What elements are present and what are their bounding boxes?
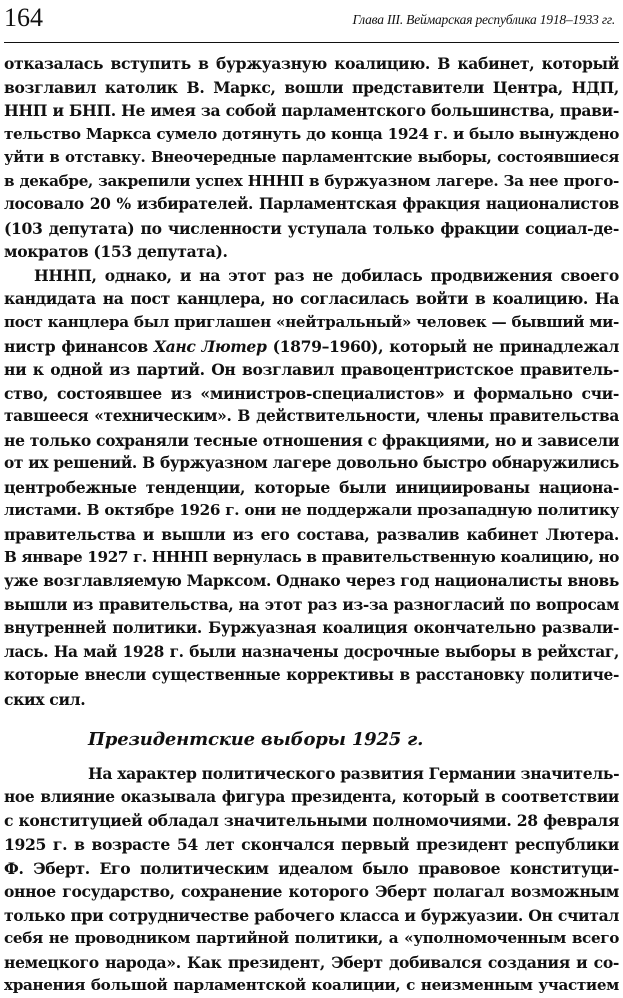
text-fragment: нистр финансов <box>4 336 154 356</box>
text-line: уйти в отставку. Внеочередные парламентские выборы, состоявшиеся <box>4 148 619 167</box>
text-line: хранения большой парламентской коалиции, с неизменным участием <box>4 976 619 995</box>
text-line: В январе 1927 г. НННП вернулась в правительственную коалицию, но <box>4 548 620 567</box>
chapter-title: Глава III. Веймарская республика 1918–1933 гг. <box>352 12 615 27</box>
text-line: ННП и БНП. Не имея за собой парламентского большинства, прави- <box>4 101 619 121</box>
text-line: онное государство, сохранение которого Эберт полагал возможным <box>4 882 619 902</box>
text-line: мократов (153 депутата). <box>4 242 228 262</box>
text-line: вышли из правительства, на этот раз из-за разногласий по вопросам <box>4 595 619 614</box>
text-line: от их решений. В буржуазном лагере довольно быстро обнаружились <box>4 454 619 473</box>
text-line: только при сотрудничестве рабочего класса и буржуазии. Он считал <box>4 905 619 925</box>
text-line: листами. В октябре 1926 г. они не поддержали прозападную политику <box>4 501 619 520</box>
section-heading: Президентские выборы 1925 г. <box>88 729 424 751</box>
text-line: тельство Маркса сумело дотянуть до конца 1924 г. и было вынуждено <box>4 124 619 143</box>
text-line: (103 депутата) по численности уступала только фракции социал-де- <box>4 218 619 238</box>
text-line: не только сохраняли тесные отношения с фракциями, но и зависели <box>4 430 620 450</box>
text-line: себя не проводником партийной политики, а «уполномоченным всего <box>4 929 619 948</box>
text-line: ное влияние оказывала фигура президента, который в соответствии <box>4 787 619 806</box>
text-line: пост канцлера был приглашен «нейтральный» человек — бывший ми- <box>4 313 619 332</box>
running-head <box>4 2 619 43</box>
person-name: Ханс Лютер <box>153 336 267 356</box>
text-line: На характер политического развития Германии значитель- <box>88 764 620 784</box>
text-line: кандидата на пост канцлера, но согласилась войти в коалицию. На <box>4 289 619 309</box>
text-line-with-name <box>4 335 619 359</box>
text-line: тавшееся «техническим». В действительности, члены правительства <box>4 407 619 426</box>
text-line: возглавил католик В. Маркс, вошли представители Центра, НДП, <box>4 77 619 97</box>
text-line: НННП, однако, и на этот раз не добилась продвижения своего <box>34 265 619 285</box>
text-line: лосовало 20 % избирателей. Парламентская фракция националистов <box>4 195 619 214</box>
text-line: центробежные тенденции, которые были инициированы национа- <box>4 477 619 497</box>
text-line: ство, состоявшее из «министров-специалистов» и формально счи- <box>4 383 619 403</box>
text-fragment: (1879–1960), который не принадлежал <box>266 336 619 356</box>
text-line: 1925 г. в возрасте 54 лет скончался первый президент республики <box>4 834 619 854</box>
text-line: которые внесли существенные коррективы в расстановку политиче- <box>4 666 619 685</box>
text-line: в декабре, закрепили успех НННП в буржуазном лагере. За нее прого- <box>4 171 619 190</box>
text-line: ни к одной из партий. Он возглавил правоцентристское правитель- <box>4 360 619 380</box>
book-page <box>4 0 620 995</box>
page-number: 164 <box>4 3 43 32</box>
text-line: Ф. Эберт. Его политическим идеалом было правовое конституци- <box>4 858 619 878</box>
text-line: немецкого народа». Как президент, Эберт добивался создания и со- <box>4 952 619 972</box>
text-line: правительства и вышли из его состава, развалив кабинет Лютера. <box>4 524 619 544</box>
text-line: отказалась вступить в буржуазную коалицию. В кабинет, который <box>4 54 619 73</box>
body-text <box>4 52 619 998</box>
text-line: лась. На май 1928 г. были назначены досрочные выборы в рейхстаг, <box>4 642 619 661</box>
text-line: с конституцией обладал значительными полномочиями. 28 февраля <box>4 811 619 831</box>
text-line: ских сил. <box>4 689 86 709</box>
text-line: внутренней политики. Буржуазная коалиция окончательно развали- <box>4 619 619 638</box>
text-line: уже возглавляемую Марксом. Однако через год националисты вновь <box>4 572 619 591</box>
